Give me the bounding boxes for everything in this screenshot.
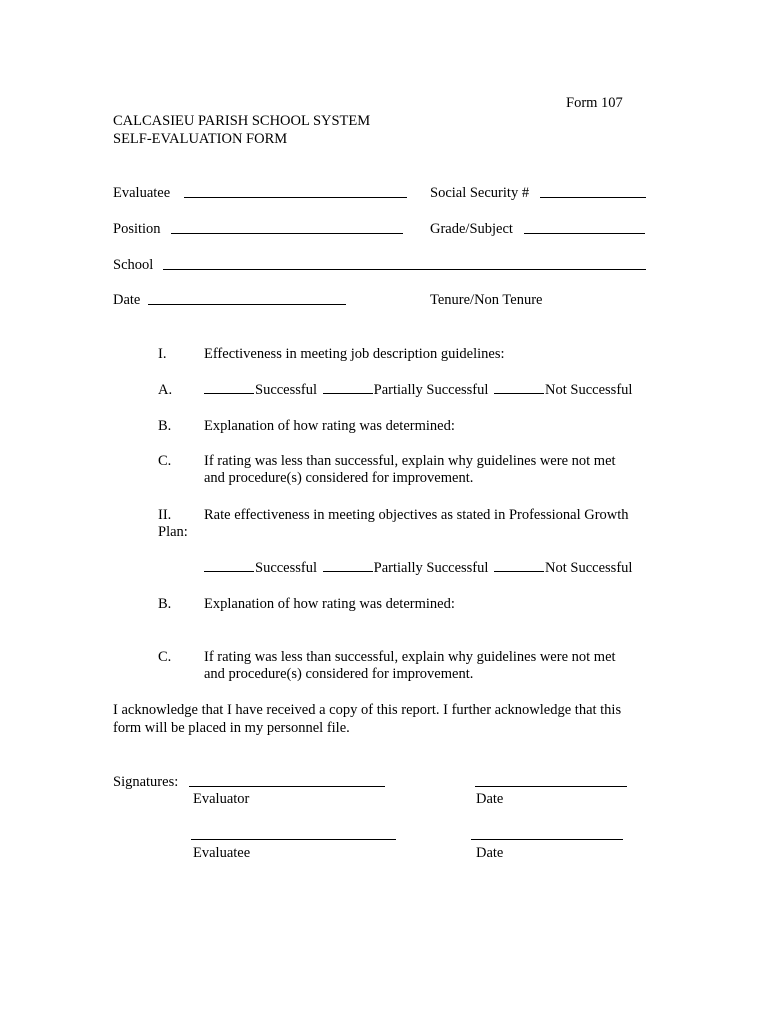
date-caption-2: Date (476, 845, 504, 861)
not-successful-label: Not Successful (545, 560, 633, 576)
form-header-line1: CALCASIEU PARISH SCHOOL SYSTEM (113, 113, 371, 129)
section-i-b-number: B. (158, 418, 172, 434)
grade-subject-field[interactable] (524, 233, 645, 234)
form-header-line2: SELF-EVALUATION FORM (113, 131, 288, 147)
tenure-label: Tenure/Non Tenure (430, 292, 543, 308)
school-field[interactable] (163, 269, 646, 270)
acknowledgement-line2: form will be placed in my personnel file. (113, 720, 350, 736)
successful-blank[interactable] (204, 571, 254, 572)
evaluator-signature-field[interactable] (189, 786, 385, 787)
ssn-field[interactable] (540, 197, 646, 198)
section-ii-rating-row (204, 559, 632, 577)
section-i-c-line2: and procedure(s) considered for improvement. (204, 470, 474, 486)
acknowledgement-line1: I acknowledge that I have received a copy of this report. I further acknowledge that this (113, 702, 622, 718)
section-i-number: I. (158, 346, 167, 362)
not-successful-blank[interactable] (494, 393, 544, 394)
date-label: Date (113, 292, 141, 308)
school-label: School (113, 257, 154, 273)
evaluatee-date-field[interactable] (471, 839, 623, 840)
signatures-label: Signatures: (113, 774, 179, 790)
section-ii-heading: Rate effectiveness in meeting objectives as stated in Professional Growth (204, 507, 629, 523)
section-ii-plan: Plan: (158, 524, 188, 540)
grade-subject-label: Grade/Subject (430, 221, 513, 237)
partially-blank[interactable] (323, 393, 373, 394)
section-i-b-text: Explanation of how rating was determined: (204, 418, 455, 434)
evaluator-date-field[interactable] (475, 786, 627, 787)
ssn-label: Social Security # (430, 185, 530, 201)
date-field[interactable] (148, 304, 346, 305)
partially-label: Partially Successful (373, 382, 489, 398)
date-caption-1: Date (476, 791, 504, 807)
section-i-a-number: A. (158, 382, 173, 398)
successful-label: Successful (255, 560, 318, 576)
section-ii-c-line1: If rating was less than successful, explain why guidelines were not met (204, 649, 616, 665)
section-ii-c-number: C. (158, 649, 172, 665)
partially-label: Partially Successful (373, 560, 489, 576)
successful-blank[interactable] (204, 393, 254, 394)
section-i-c-number: C. (158, 453, 172, 469)
section-i-c-line1: If rating was less than successful, explain why guidelines were not met (204, 453, 616, 469)
evaluatee-field[interactable] (184, 197, 407, 198)
section-i-rating-row (204, 381, 632, 399)
successful-label: Successful (255, 382, 318, 398)
not-successful-label: Not Successful (545, 382, 633, 398)
section-ii-number: II. (158, 507, 172, 523)
section-i-heading: Effectiveness in meeting job description guidelines: (204, 346, 505, 362)
not-successful-blank[interactable] (494, 571, 544, 572)
position-field[interactable] (171, 233, 403, 234)
section-ii-b-text: Explanation of how rating was determined: (204, 596, 455, 612)
partially-blank[interactable] (323, 571, 373, 572)
evaluatee-label: Evaluatee (113, 185, 171, 201)
form-number: Form 107 (566, 95, 623, 111)
section-ii-c-line2: and procedure(s) considered for improvement. (204, 666, 474, 682)
evaluatee-caption: Evaluatee (193, 845, 251, 861)
evaluator-caption: Evaluator (193, 791, 250, 807)
position-label: Position (113, 221, 161, 237)
evaluatee-signature-field[interactable] (191, 839, 396, 840)
section-ii-b-number: B. (158, 596, 172, 612)
